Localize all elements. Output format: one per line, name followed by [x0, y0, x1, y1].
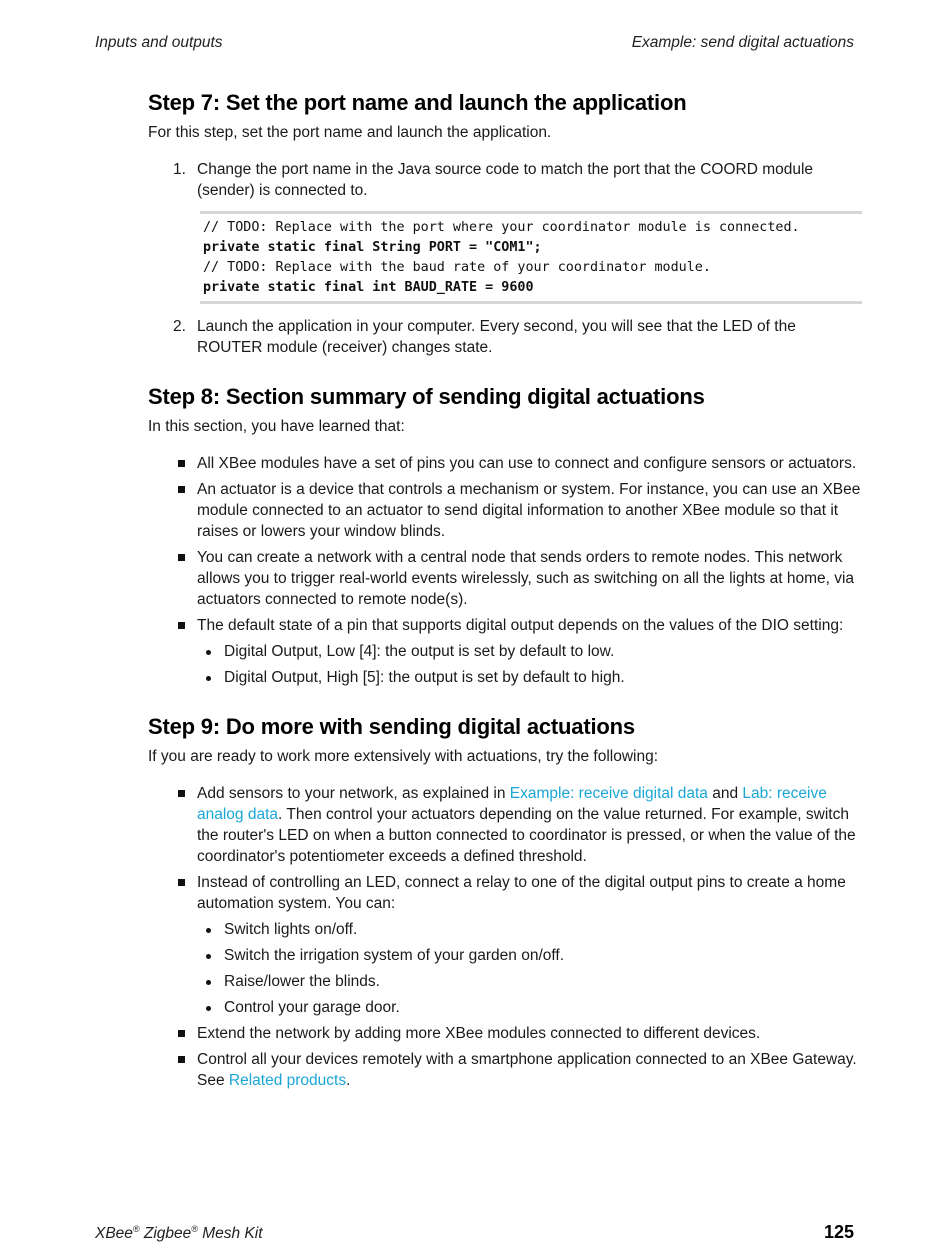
step7-section [148, 90, 862, 358]
list-item-text: . [346, 1072, 351, 1089]
square-bullet-icon [178, 554, 185, 561]
link-receive-analog-data[interactable]: Lab: receive analog data [197, 785, 827, 823]
link-receive-digital-data[interactable]: Example: receive digital data [509, 785, 708, 802]
page-number: 125 [823, 1222, 854, 1242]
list-item [148, 615, 862, 688]
list-item [148, 479, 862, 542]
list-item-text: Digital Output, Low [4]: the output is set by default to low. [224, 643, 615, 660]
list-item-text: The default state of a pin that supports digital output depends on the values of the DIO setting: [197, 617, 844, 634]
brand-mesh-kit: Mesh Kit [197, 1225, 263, 1243]
square-bullet-icon [178, 486, 185, 493]
list-item-text: Extend the network by adding more XBee modules connected to different devices. [197, 1025, 761, 1042]
round-bullet-icon [206, 676, 211, 681]
header-section: Example: send digital actuations [631, 34, 854, 51]
step9-list [148, 783, 862, 1091]
page-content [148, 90, 862, 1111]
list-item [197, 971, 862, 992]
step7-list-continued [148, 316, 862, 358]
list-item-text: Switch the irrigation system of your garden on/off. [224, 947, 565, 964]
footer-product-name [95, 1224, 263, 1243]
list-item-text: Add sensors to your network, as explained in [197, 785, 510, 802]
square-bullet-icon [178, 790, 185, 797]
step7-list [148, 159, 862, 201]
step8-section [148, 384, 862, 688]
brand-zigbee: Zigbee [139, 1225, 192, 1243]
round-bullet-icon [206, 1006, 211, 1011]
list-item [197, 997, 862, 1018]
code-line-baud: private static final int BAUD_RATE = 9600 [203, 280, 534, 295]
list-item [197, 919, 862, 940]
list-item-text: Instead of controlling an LED, connect a relay to one of the digital output pins to create a home automation system. You can: [197, 874, 846, 912]
link-related-products[interactable]: Related products [228, 1072, 347, 1089]
list-item [197, 641, 862, 662]
running-header [95, 34, 854, 56]
list-item [148, 783, 862, 867]
round-bullet-icon [206, 954, 211, 959]
header-chapter: Inputs and outputs [95, 34, 223, 51]
list-item-text: An actuator is a device that controls a mechanism or system. For instance, you can use an XBee module connected to an actuator to send digital information to another XBee module so that it raises or lowers your window blinds. [197, 481, 861, 540]
step-text: Change the port name in the Java source code to match the port that the COORD module (sender) is connected to. [197, 161, 814, 199]
page-footer [95, 1222, 854, 1246]
square-bullet-icon [178, 1030, 185, 1037]
step-number: 1. [173, 161, 186, 178]
round-bullet-icon [206, 980, 211, 985]
list-item [148, 453, 862, 474]
list-item [148, 316, 862, 358]
list-item-text: All XBee modules have a set of pins you can use to connect and configure sensors or actuators. [197, 455, 857, 472]
step8-list [148, 453, 862, 688]
list-item-text: You can create a network with a central node that sends orders to remote nodes. This network allows you to trigger real-world events wirelessly, such as switching on all the lights at home, via actuators connected to remote node(s). [197, 549, 855, 608]
list-item-text: Switch lights on/off. [224, 921, 358, 938]
list-item [148, 872, 862, 1018]
step-text: Launch the application in your computer. Every second, you will see that the LED of the ROUTER module (receiver) changes state. [197, 318, 796, 356]
square-bullet-icon [178, 460, 185, 467]
list-item-text: Raise/lower the blinds. [224, 973, 380, 990]
list-item [197, 945, 862, 966]
step-number: 2. [173, 318, 186, 335]
step8-heading: Step 8: Section summary of sending digital actuations [148, 384, 705, 409]
round-bullet-icon [206, 650, 211, 655]
step7-heading: Step 7: Set the port name and launch the application [148, 90, 687, 115]
list-item [197, 667, 862, 688]
square-bullet-icon [178, 622, 185, 629]
list-item [148, 1049, 862, 1091]
step9-intro: If you are ready to work more extensively with actuations, try the following: [148, 748, 659, 765]
square-bullet-icon [178, 1056, 185, 1063]
step8-intro: In this section, you have learned that: [148, 418, 405, 435]
code-block [200, 211, 862, 304]
home-automation-sublist [197, 919, 862, 1018]
step9-section [148, 714, 862, 1091]
code-line-comment: // TODO: Replace with the port where your coordinator module is connected. [203, 220, 800, 235]
list-item-text: Digital Output, High [5]: the output is set by default to high. [224, 669, 625, 686]
list-item-text: Control your garage door. [224, 999, 400, 1016]
round-bullet-icon [206, 928, 211, 933]
step7-intro: For this step, set the port name and launch the application. [148, 124, 552, 141]
registered-mark: ® [191, 1224, 198, 1234]
square-bullet-icon [178, 879, 185, 886]
registered-mark: ® [132, 1224, 140, 1234]
brand-xbee: XBee [95, 1225, 133, 1243]
list-item-text: and [707, 785, 743, 802]
list-item-text: . Then control your actuators depending on the value returned. For example, switch the router's LED on when a button connected to coordinator is pressed, or when the value of the coordinator's potentiometer exceeds a defined threshold. [197, 806, 856, 865]
step9-heading: Step 9: Do more with sending digital actuations [148, 714, 635, 739]
list-item [148, 1023, 862, 1044]
list-item-text: Control all your devices remotely with a smartphone application connected to an XBee Gateway. See [197, 1051, 857, 1089]
list-item [148, 547, 862, 610]
dio-sublist [197, 641, 862, 688]
code-line-port: private static final String PORT = "COM1"; [203, 240, 542, 255]
code-line-comment: // TODO: Replace with the baud rate of your coordinator module. [203, 260, 711, 275]
list-item [148, 159, 862, 201]
